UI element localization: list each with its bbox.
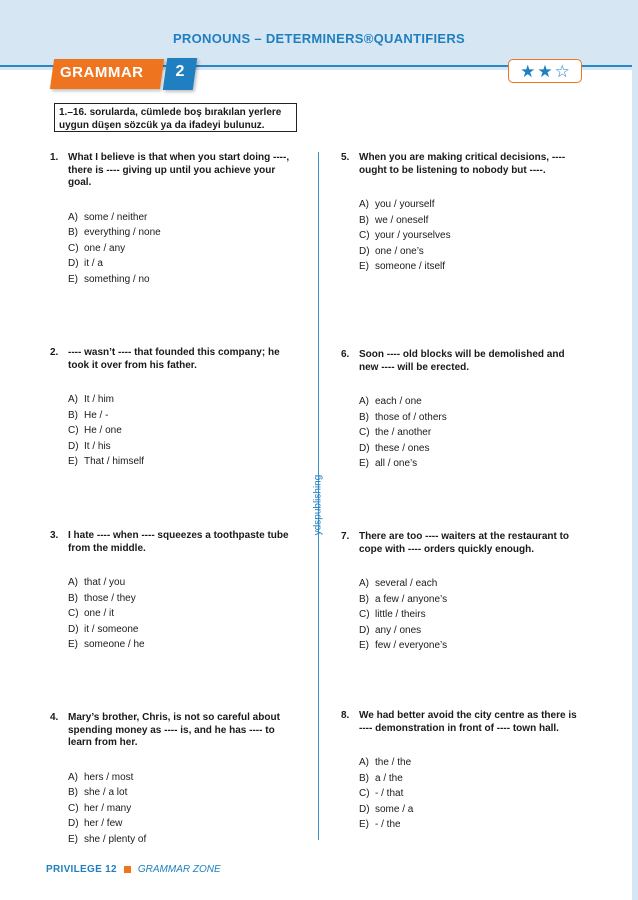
answer-options	[359, 394, 581, 472]
option-text: those / they	[84, 592, 136, 604]
instruction-box: 1.–16. sorularda, cümlede boş bırakılan yerlere uygun düşen sözcük ya da ifadeyi bulunuz.	[54, 103, 297, 132]
option-letter: A)	[359, 578, 369, 589]
option-text: hers / most	[84, 771, 134, 783]
answer-option[interactable]	[68, 622, 290, 638]
star-empty-icon: ☆	[554, 61, 570, 81]
answer-option[interactable]	[68, 770, 290, 786]
answer-options	[68, 770, 290, 848]
option-letter: E)	[68, 273, 78, 285]
answer-option[interactable]	[359, 802, 581, 818]
option-text: some / neither	[84, 211, 148, 223]
answer-option[interactable]	[68, 392, 290, 408]
option-letter: D)	[359, 803, 370, 815]
question-number: 8.	[341, 710, 350, 721]
option-text: little / theirs	[375, 609, 426, 620]
option-letter: C)	[68, 242, 79, 254]
question-1	[50, 152, 290, 287]
option-text: - / that	[375, 788, 404, 799]
star-filled-icon: ★	[520, 61, 536, 81]
option-text: several / each	[375, 578, 438, 589]
option-letter: B)	[68, 592, 78, 604]
question-number: 2.	[50, 347, 59, 358]
answer-option[interactable]	[359, 592, 581, 608]
option-letter: C)	[68, 802, 79, 814]
option-letter: B)	[68, 227, 78, 238]
question-5	[341, 152, 581, 275]
section-name: GRAMMAR ZONE	[137, 864, 221, 875]
option-text: one / one’s	[375, 245, 424, 257]
answer-option[interactable]	[68, 241, 290, 257]
answer-option[interactable]	[359, 244, 581, 260]
answer-option[interactable]	[359, 394, 581, 410]
question-stem: ---- wasn’t ---- that founded this company; he took it over from his father.	[68, 347, 280, 371]
answer-options	[359, 576, 581, 654]
answer-option[interactable]	[359, 425, 581, 441]
option-letter: C)	[359, 427, 370, 438]
page-number: PRIVILEGE 12	[46, 864, 117, 875]
option-text: the / another	[375, 427, 432, 438]
question-8	[341, 710, 581, 833]
option-text: these / ones	[375, 442, 430, 454]
answer-option[interactable]	[68, 439, 290, 455]
option-text: It / him	[84, 394, 115, 405]
answer-option[interactable]	[359, 638, 581, 654]
publisher-side-label	[308, 465, 328, 545]
option-text: the / the	[375, 757, 412, 768]
option-text: one / it	[84, 608, 115, 619]
answer-option[interactable]	[68, 408, 290, 424]
answer-option[interactable]	[359, 259, 581, 275]
answer-option[interactable]	[68, 637, 290, 653]
answer-option[interactable]	[68, 816, 290, 832]
option-letter: D)	[359, 624, 370, 636]
option-text: she / plenty of	[84, 833, 147, 845]
answer-option[interactable]	[359, 755, 581, 771]
footer-square-icon	[124, 866, 131, 873]
option-letter: B)	[359, 411, 369, 423]
star-filled-icon: ★	[537, 61, 553, 81]
question-number: 4.	[50, 712, 59, 723]
question-3	[50, 530, 290, 653]
option-text: someone / itself	[375, 261, 446, 272]
grammar-tab-label: GRAMMAR	[60, 64, 144, 81]
answer-option[interactable]	[68, 575, 290, 591]
answer-option[interactable]	[68, 423, 290, 439]
question-number: 5.	[341, 152, 350, 163]
answer-option[interactable]	[68, 785, 290, 801]
option-letter: D)	[359, 245, 370, 257]
answer-options	[68, 392, 290, 470]
option-text: everything / none	[84, 227, 161, 238]
answer-option[interactable]	[68, 801, 290, 817]
question-number: 3.	[50, 530, 59, 541]
option-text: she / a lot	[84, 787, 128, 798]
question-7	[341, 531, 581, 654]
answer-option[interactable]	[359, 623, 581, 639]
option-text: a / the	[375, 772, 403, 784]
answer-option[interactable]	[68, 225, 290, 241]
option-text: few / everyone’s	[375, 640, 448, 651]
option-letter: E)	[359, 261, 369, 272]
option-text: - / the	[375, 819, 401, 830]
page-title: PRONOUNS – DETERMINERS®QUANTIFIERS	[172, 31, 466, 46]
answer-option[interactable]	[359, 213, 581, 229]
option-letter: B)	[359, 214, 369, 226]
option-text: her / few	[84, 818, 123, 829]
option-text: her / many	[84, 802, 132, 814]
answer-option[interactable]	[68, 210, 290, 226]
answer-option[interactable]	[359, 786, 581, 802]
question-number: 1.	[50, 152, 59, 163]
option-letter: A)	[68, 771, 78, 783]
question-6	[341, 349, 581, 472]
option-text: He / -	[84, 409, 109, 421]
option-text: some / a	[375, 803, 414, 815]
question-stem: Mary’s brother, Chris, is not so careful about spending money as ---- is, and he has ---- to learn from her.	[68, 712, 280, 748]
answer-options	[68, 575, 290, 653]
option-letter: C)	[68, 425, 79, 436]
option-letter: E)	[68, 639, 78, 650]
option-text: it / someone	[84, 623, 139, 635]
option-letter: B)	[359, 772, 369, 784]
option-letter: A)	[68, 211, 78, 223]
answer-option[interactable]	[68, 454, 290, 470]
answer-option[interactable]	[68, 256, 290, 272]
option-letter: A)	[359, 199, 369, 210]
question-stem: What I believe is that when you start doing ----, there is ---- giving up until you achieve your goal.	[68, 152, 290, 188]
option-letter: E)	[359, 458, 369, 469]
option-text: all / one’s	[375, 458, 418, 469]
answer-option[interactable]	[359, 771, 581, 787]
option-text: each / one	[375, 396, 422, 407]
unit-number: 2	[175, 63, 185, 80]
option-letter: B)	[359, 593, 369, 605]
answer-option[interactable]	[359, 197, 581, 213]
question-4	[50, 712, 290, 847]
answer-option[interactable]	[68, 591, 290, 607]
question-stem: Soon ---- old blocks will be demolished and new ---- will be erected.	[359, 349, 565, 373]
option-letter: A)	[359, 396, 369, 407]
answer-option[interactable]	[359, 576, 581, 592]
option-text: a few / anyone’s	[375, 593, 448, 605]
option-letter: A)	[359, 757, 369, 768]
option-letter: E)	[359, 640, 369, 651]
answer-options	[359, 755, 581, 833]
option-letter: D)	[68, 440, 79, 452]
difficulty-rating	[508, 59, 582, 83]
option-text: we / oneself	[375, 214, 429, 226]
option-letter: E)	[359, 819, 369, 830]
option-text: one / any	[84, 242, 126, 254]
question-number: 6.	[341, 349, 350, 360]
answer-option[interactable]	[68, 832, 290, 848]
page-footer	[46, 864, 221, 875]
option-letter: A)	[68, 577, 78, 588]
option-text: That / himself	[84, 456, 145, 467]
option-letter: B)	[68, 409, 78, 421]
option-letter: D)	[68, 818, 79, 829]
option-letter: D)	[359, 442, 370, 454]
answer-options	[68, 210, 290, 288]
answer-option[interactable]	[359, 817, 581, 833]
answer-option[interactable]	[68, 606, 290, 622]
option-text: He / one	[84, 425, 122, 436]
option-text: It / his	[84, 440, 111, 452]
answer-option[interactable]	[359, 228, 581, 244]
answer-option[interactable]	[359, 441, 581, 457]
option-letter: C)	[359, 788, 370, 799]
option-letter: C)	[359, 230, 370, 241]
question-2	[50, 347, 290, 470]
option-letter: C)	[68, 608, 79, 619]
answer-options	[359, 197, 581, 275]
option-text: that / you	[84, 577, 126, 588]
answer-option[interactable]	[359, 410, 581, 426]
option-letter: E)	[68, 456, 78, 467]
option-letter: C)	[359, 609, 370, 620]
answer-option[interactable]	[359, 607, 581, 623]
publisher-text: ydspublishing	[312, 474, 324, 536]
option-letter: A)	[68, 394, 78, 405]
question-stem: There are too ---- waiters at the restaurant to cope with ---- orders quickly enough.	[359, 531, 570, 555]
option-letter: D)	[68, 623, 79, 635]
option-letter: B)	[68, 787, 78, 798]
option-text: it / a	[84, 258, 103, 269]
question-stem: We had better avoid the city centre as there is ---- demonstration in front of ---- town hall.	[359, 710, 577, 734]
option-text: your / yourselves	[375, 230, 451, 241]
answer-option[interactable]	[68, 272, 290, 288]
option-text: any / ones	[375, 624, 422, 636]
question-stem: I hate ---- when ---- squeezes a toothpaste tube from the middle.	[68, 530, 289, 554]
option-text: something / no	[84, 273, 150, 285]
option-letter: D)	[68, 258, 79, 269]
option-text: you / yourself	[375, 199, 435, 210]
answer-option[interactable]	[359, 456, 581, 472]
question-number: 7.	[341, 531, 350, 542]
option-letter: E)	[68, 833, 78, 845]
question-stem: When you are making critical decisions, ---- ought to be listening to nobody but ----.	[359, 152, 566, 176]
option-text: those of / others	[375, 411, 447, 423]
option-text: someone / he	[84, 639, 145, 650]
right-margin-strip	[632, 0, 638, 900]
